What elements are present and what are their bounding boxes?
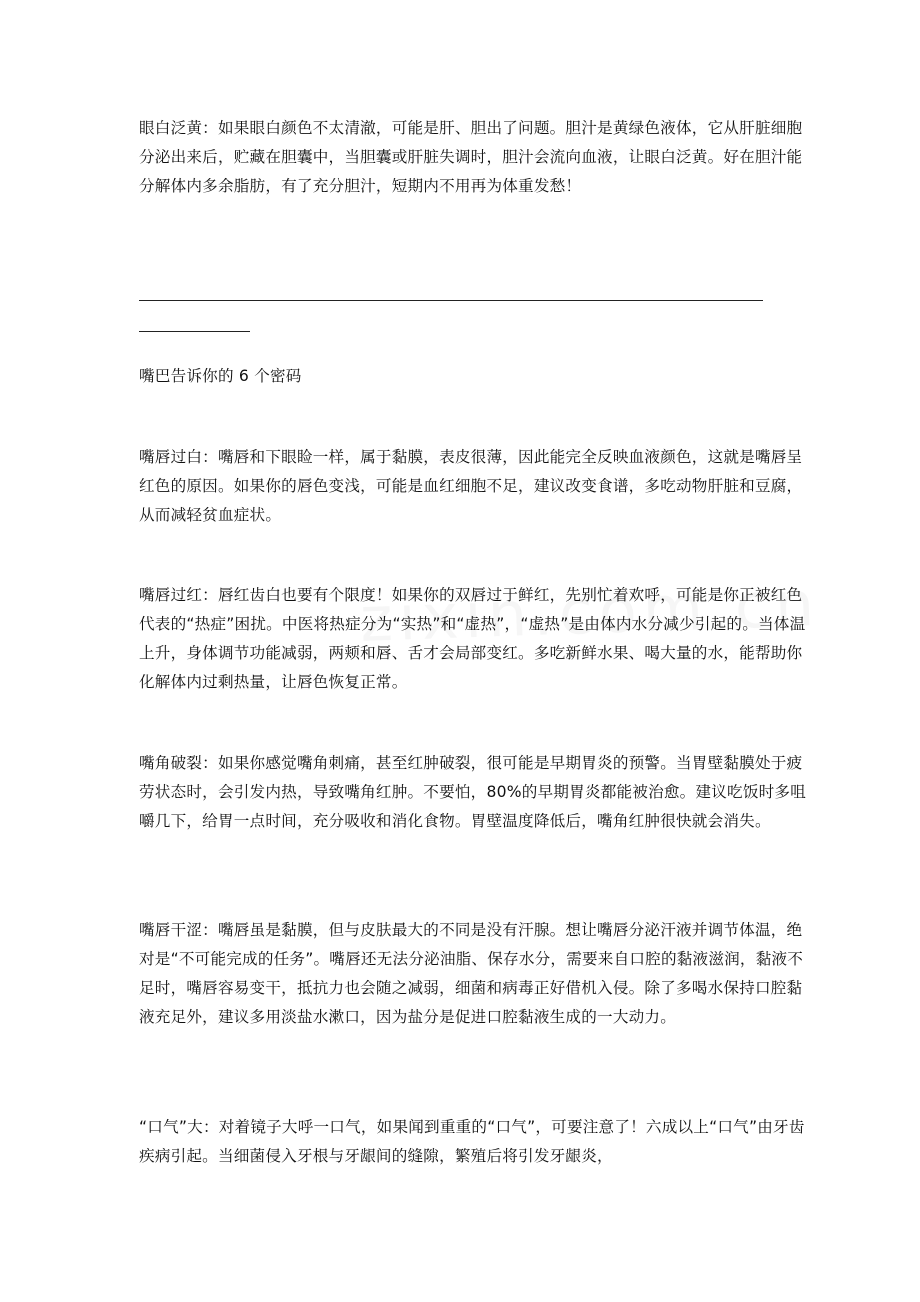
paragraph-lips-red: 嘴唇过红：唇红齿白也要有个限度！如果你的双唇过于鲜红，先别忙着欢呼，可能是你正被红色代表的“热症”困扰。中医将热症分为“实热”和“虚热”，“虚热”是由体内水分减少引起的。当体温上升，身体调节功能减弱，两颊和唇、舌才会局部变红。多吃新鲜水果、喝大量的水，能帮助你化解体内过剩热量，让唇色恢复正常。 <box>139 586 806 691</box>
separator-line-short <box>139 331 250 332</box>
paragraph-lips-dry: 嘴唇干涩：嘴唇虽是黏膜，但与皮肤最大的不同是没有汗腺。想让嘴唇分泌汗液并调节体温，绝对是“不可能完成的任务”。嘴唇还无法分泌油脂、保存水分，需要来自口腔的黏液滋润，黏液不足时，嘴唇容易变干，抵抗力也会随之减弱，细菌和病毒正好借机入侵。除了多喝水保持口腔黏液充足外，建议多用淡盐水漱口，因为盐分是促进口腔黏液生成的一大动力。 <box>139 921 804 1026</box>
separator-line-long <box>139 300 763 301</box>
paragraph-mouth-corner: 嘴角破裂：如果你感觉嘴角刺痛，甚至红肿破裂，很可能是早期胃炎的预警。当胃壁黏膜处于疲劳状态时，会引发内热，导致嘴角红肿。不要怕，80%的早期胃炎都能被治愈。建议吃饭时多咀嚼几下，给胃一点时间，充分吸收和消化食物。胃壁温度降低后，嘴角红肿很快就会消失。 <box>139 754 807 830</box>
paragraph-bad-breath: “口气”大：对着镜子大呼一口气，如果闻到重重的“口气”，可要注意了！六成以上“口气”由牙齿疾病引起。当细菌侵入牙根与牙龈间的缝隙，繁殖后将引发牙龈炎， <box>139 1118 805 1165</box>
section-title: 嘴巴告诉你的 6 个密码 <box>139 367 302 385</box>
paragraph-lips-pale: 嘴唇过白：嘴唇和下眼睑一样，属于黏膜，表皮很薄，因此能完全反映血液颜色，这就是嘴唇呈红色的原因。如果你的唇色变浅，可能是血红细胞不足，建议改变食谱，多吃动物肝脏和豆腐，从而减轻贫血症状。 <box>139 448 803 524</box>
paragraph-eye-whites-yellow: 眼白泛黄：如果眼白颜色不太清澈，可能是肝、胆出了问题。胆汁是黄绿色液体，它从肝脏细胞分泌出来后，贮藏在胆囊中，当胆囊或肝脏失调时，胆汁会流向血液，让眼白泛黄。好在胆汁能分解体内多余脂肪，有了充分胆汁，短期内不用再为体重发愁！ <box>139 119 803 195</box>
